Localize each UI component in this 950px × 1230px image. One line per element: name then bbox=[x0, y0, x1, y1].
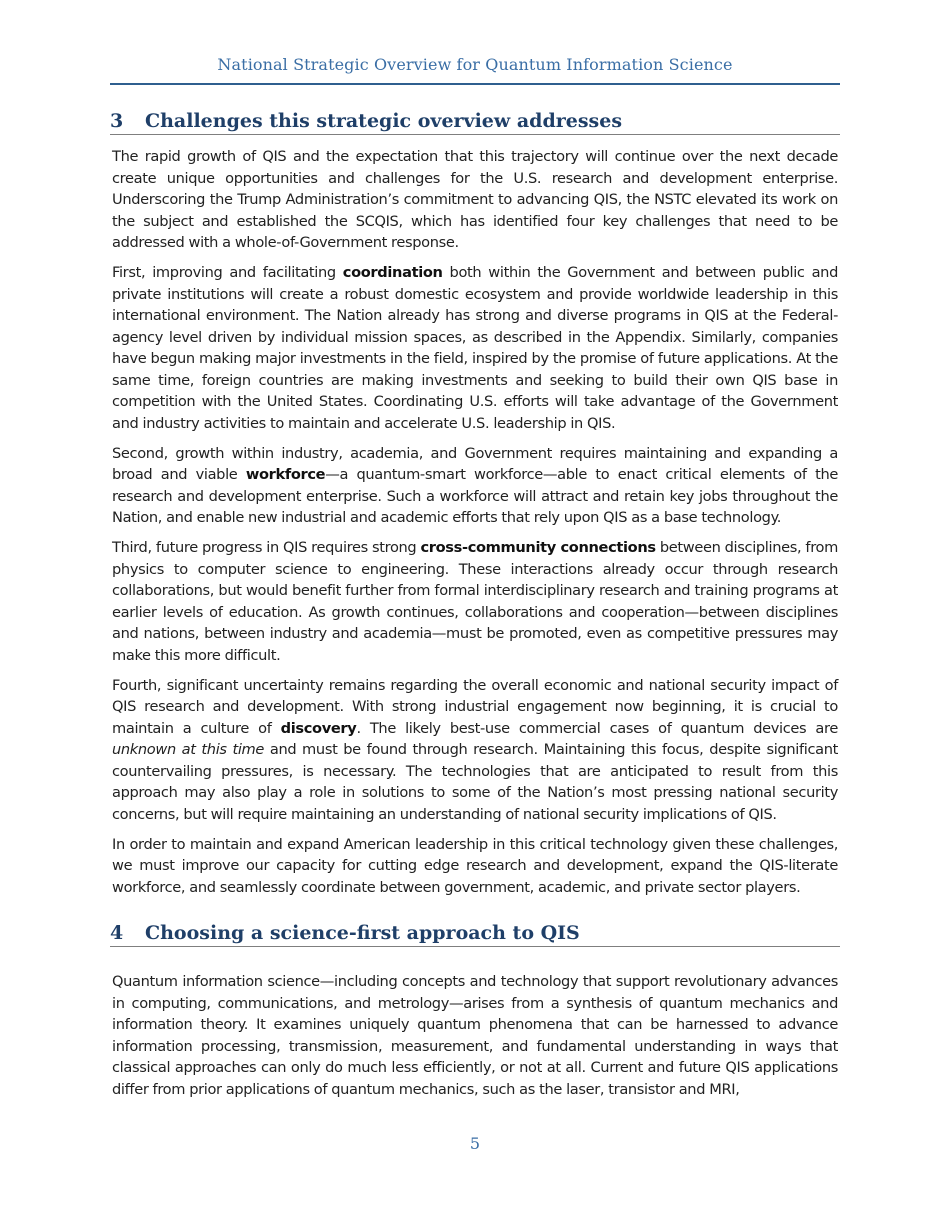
paragraph-discovery bbox=[112, 675, 838, 826]
paragraph-discovery-rest: and must be found through research. Maintaining this focus, despite significant countervailing pressures, is necessary. The technologies that are anticipated to result from this approach may also play a role in solutions to some of the Nation’s most pressing national security concerns, but will require maintaining an understanding of national security implications of QIS. bbox=[112, 741, 838, 823]
section-4-body bbox=[112, 971, 838, 1109]
paragraph-coordination bbox=[112, 262, 838, 434]
paragraph-intro-text: The rapid growth of QIS and the expectation that this trajectory will continue over the next decade create unique opportunities and challenges for the U.S. research and development enterprise. Underscoring the Trump Administration’s commitment to advancing QIS, the NSTC elevated its work on the subject and established the SCQIS, which has identified four key challenges that need to be addressed with a whole-of-Government response. bbox=[112, 148, 838, 251]
paragraph-conclusion-text: In order to maintain and expand American leadership in this critical technology given these challenges, we must improve our capacity for cutting edge research and development, expand the QIS-literate workforce, and seamlessly coordinate between government, academic, and private sector players. bbox=[112, 835, 838, 896]
term-cross-community-connections: cross-community connections bbox=[420, 539, 656, 557]
paragraph-discovery-lead: Fourth, significant uncertainty remains regarding the overall economic and national security impact of QIS research and development. With strong industrial engagement now beginning, it is crucial to maintain a culture of bbox=[112, 676, 838, 737]
section-3-number: 3 bbox=[110, 110, 124, 132]
paragraph-workforce-rest: —a quantum-smart workforce—able to enact critical elements of the research and development enterprise. Such a workforce will attract and retain key jobs throughout the Nation, and enable new industrial and academic efforts that rely upon QIS as a base technology. bbox=[112, 466, 838, 527]
section-3-title: Challenges this strategic overview addresses bbox=[145, 110, 623, 132]
page-number: 5 bbox=[469, 1134, 481, 1153]
emphasis-unknown: unknown at this time bbox=[112, 741, 265, 759]
header-rule bbox=[110, 83, 840, 85]
paragraph-intro bbox=[112, 146, 838, 254]
paragraph-connections bbox=[112, 537, 838, 666]
section-4-number: 4 bbox=[110, 922, 124, 944]
section-4-title: Choosing a science-first approach to QIS bbox=[145, 922, 580, 944]
term-discovery: discovery bbox=[280, 719, 357, 737]
paragraph-coordination-lead: First, improving and facilitating bbox=[112, 264, 343, 282]
paragraph-connections-rest: between disciplines, from physics to computer science to engineering. These interactions already occur through research collaborations, but would benefit further from formal interdisciplinary research and training programs at earlier levels of education. As growth continues, collaborations and cooperation—between disciplines and nations, between industry and academia—must be promoted, even as competitive pressures may make this more difficult. bbox=[112, 539, 838, 664]
paragraph-qis-definition-text: Quantum information science—including concepts and technology that support revolutionary advances in computing, communications, and metrology—arises from a synthesis of quantum mechanics and information theory. It examines uniquely quantum phenomena that can be harnessed to advance information processing, transmission, measurement, and fundamental understanding in ways that classical approaches can only do much less efficiently, or not at all. Current and future QIS applications differ from prior applications of quantum mechanics, such as the laser, transistor and MRI, bbox=[112, 973, 838, 1098]
paragraph-workforce bbox=[112, 443, 838, 529]
paragraph-conclusion bbox=[112, 834, 838, 899]
paragraph-connections-lead: Third, future progress in QIS requires strong bbox=[112, 539, 421, 557]
paragraph-qis-definition bbox=[112, 971, 838, 1100]
section-3-heading bbox=[110, 110, 840, 135]
paragraph-discovery-middle: . The likely best-use commercial cases of quantum devices are bbox=[356, 719, 838, 737]
term-coordination: coordination bbox=[342, 264, 443, 282]
paragraph-workforce-lead: Second, growth within industry, academia, and Government requires maintaining and expanding a broad and viable bbox=[112, 444, 838, 484]
term-workforce: workforce bbox=[245, 466, 326, 484]
paragraph-coordination-rest: both within the Government and between public and private institutions will create a robust domestic ecosystem and provide worldwide leadership in this international environment. The Nation already has strong and diverse programs in QIS at the Federal-agency level driven by individual mission spaces, as described in the Appendix. Similarly, companies have begun making major investments in the field, inspired by the promise of future applications. At the same time, foreign countries are making investments and seeking to build their own QIS base in competition with the United States. Coordinating U.S. efforts will take advantage of the Government and industry activities to maintain and accelerate U.S. leadership in QIS. bbox=[112, 264, 838, 432]
section-4-heading bbox=[110, 922, 840, 947]
running-header: National Strategic Overview for Quantum Information Science bbox=[217, 55, 733, 74]
section-3-body bbox=[112, 146, 838, 907]
